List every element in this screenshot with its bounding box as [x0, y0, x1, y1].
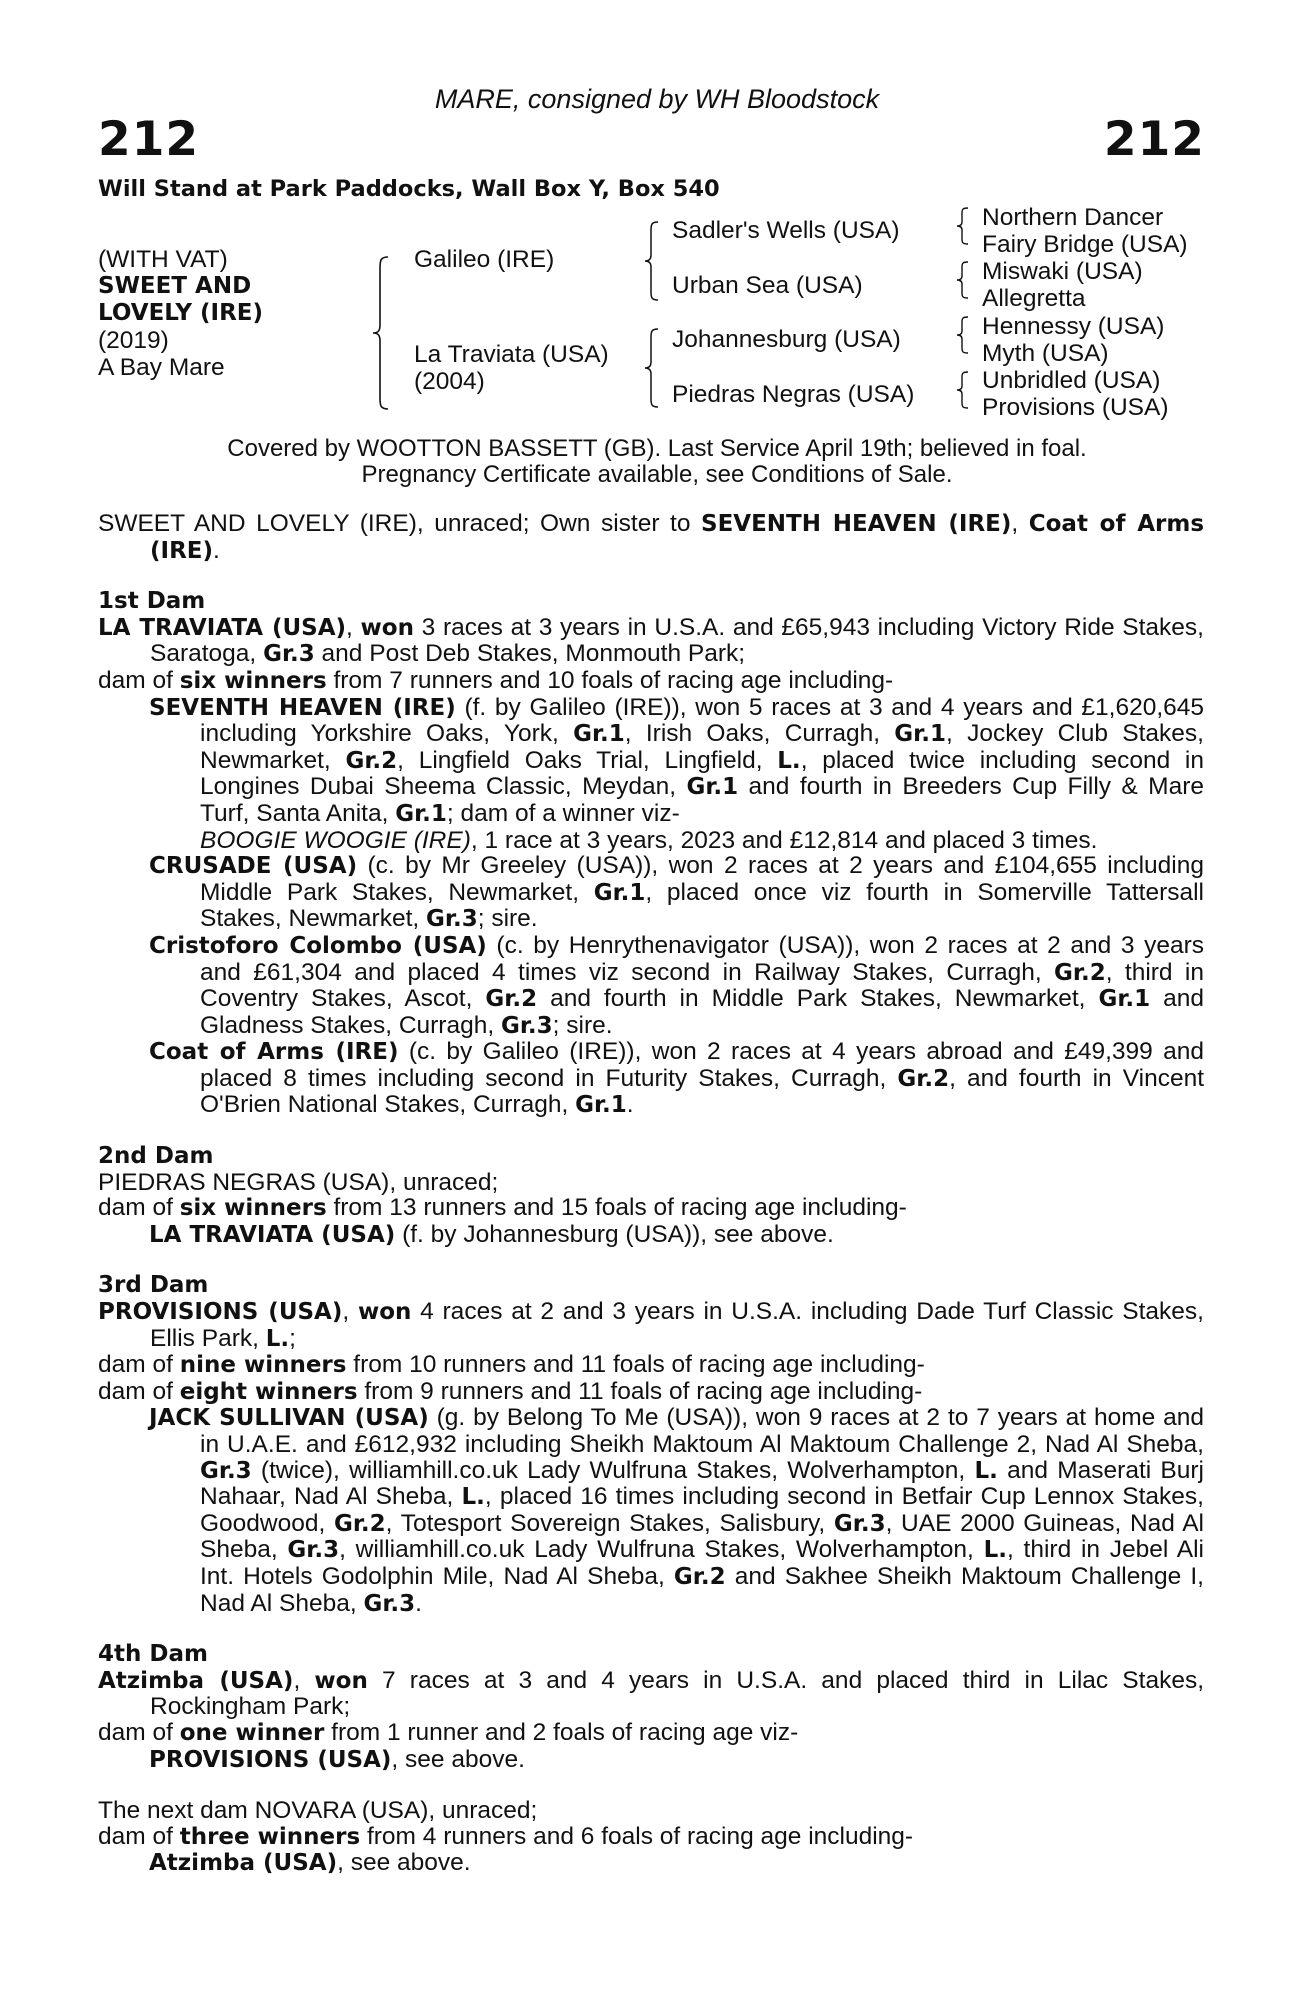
second-dam-heading: 2nd Dam	[98, 1143, 214, 1170]
horse-description: A Bay Mare	[98, 354, 225, 381]
third-dam-produce-2: dam of eight winners from 9 runners and 11 foals of racing age including-	[98, 1377, 923, 1405]
first-dam-heading: 1st Dam	[98, 588, 206, 615]
third-dam-record: PROVISIONS (USA), won 4 races at 2 and 3 years in U.S.A. including Dade Turf Classic Stakes, Ellis Park, L.;	[98, 1298, 1204, 1352]
pedigree-g7: Unbridled (USA)	[982, 367, 1161, 394]
progeny-jack-sullivan: JACK SULLIVAN (USA) (g. by Belong To Me (USA)), won 9 races at 2 to 7 years at home and in U.A.E. and £612,932 including Sheikh Maktoum Al Maktoum Challenge 2, Nad Al Sheba, Gr.3 (twice), williamhill.co.uk Lady Wulfruna Stakes, Wolverhampton, L. and Maserati Burj Nahaar, Nad Al Sheba, L., placed 16 times including second in Betfair Cup Lennox Stakes, Goodwood, Gr.2, Totesport Sovereign Stakes, Salisbury, Gr.3, UAE 2000 Guineas, Nad Al Sheba, Gr.3, williamhill.co.uk Lady Wulfruna Stakes, Wolverhampton, L., third in Jebel Ali Int. Hotels Godolphin Mile, Nad Al Sheba, Gr.2 and Sakhee Sheikh Maktoum Challenge I, Nad Al Sheba, Gr.3.	[149, 1404, 1205, 1617]
vat-note: (WITH VAT)	[98, 246, 228, 273]
progeny-provisions: PROVISIONS (USA), see above.	[149, 1745, 525, 1773]
pedigree-dam: La Traviata (USA)	[414, 341, 609, 368]
intro-paragraph: SWEET AND LOVELY (IRE), unraced; Own sister to SEVENTH HEAVEN (IRE), Coat of Arms (IRE).	[98, 510, 1205, 564]
second-dam-record: PIEDRAS NEGRAS (USA), unraced;	[98, 1168, 499, 1196]
covered-line2: Pregnancy Certificate available, see Conditions of Sale.	[361, 461, 953, 488]
pedigree-brace-g1	[956, 206, 970, 246]
lot-number-left: 212	[98, 112, 200, 167]
pedigree-brace-g2	[956, 260, 970, 300]
progeny-coat-of-arms: Coat of Arms (IRE) (c. by Galileo (IRE)), won 2 races at 4 years abroad and £49,399 and placed 8 times including second in Futurity Stakes, Curragh, Gr.2, and fourth in Vincent O'Brien National Stakes, Curragh, Gr.1.	[149, 1038, 1205, 1119]
horse-year: (2019)	[98, 327, 169, 354]
pedigree-dam-dam: Piedras Negras (USA)	[672, 381, 915, 408]
pedigree-g3: Miswaki (USA)	[982, 258, 1143, 285]
next-dam-produce: dam of three winners from 4 runners and 6 foals of racing age including-	[98, 1822, 914, 1850]
consignment-line: MARE, consigned by WH Bloodstock	[434, 84, 880, 114]
progeny-boogie-woogie: BOOGIE WOOGIE (IRE), 1 race at 3 years, 2023 and £12,814 and placed 3 times.	[200, 826, 1098, 854]
pedigree-brace-g4	[956, 370, 970, 410]
pedigree-g1: Northern Dancer	[982, 204, 1164, 231]
pedigree-dam-year: (2004)	[414, 368, 485, 395]
pedigree-sire-sire: Sadler's Wells (USA)	[672, 217, 900, 244]
pedigree-brace-sire	[644, 220, 660, 302]
fourth-dam-produce: dam of one winner from 1 runner and 2 foals of racing age viz-	[98, 1718, 799, 1746]
covered-line1: Covered by WOOTTON BASSETT (GB). Last Service April 19th; believed in foal.	[227, 435, 1087, 462]
second-dam-produce: dam of six winners from 13 runners and 15 foals of racing age including-	[98, 1194, 907, 1222]
pedigree-g6: Myth (USA)	[982, 340, 1109, 367]
progeny-seventh-heaven: SEVENTH HEAVEN (IRE) (f. by Galileo (IRE)), won 5 races at 3 and 4 years and £1,620,645 including Yorkshire Oaks, York, Gr.1, Irish Oaks, Curragh, Gr.1, Jockey Club Stakes, Newmarket, Gr.2, Lingfield Oaks Trial, Lingfield, L., placed twice including second in Longines Dubai Sheema Classic, Meydan, Gr.1 and fourth in Breeders Cup Filly & Mare Turf, Santa Anita, Gr.1; dam of a winner viz-	[149, 693, 1205, 827]
pedigree-g4: Allegretta	[982, 285, 1086, 312]
pedigree-notes	[98, 511, 1204, 1877]
progeny-atzimba: Atzimba (USA), see above.	[149, 1849, 471, 1877]
third-dam-heading: 3rd Dam	[98, 1272, 209, 1299]
pedigree-g8: Provisions (USA)	[982, 394, 1169, 421]
stand-location: Will Stand at Park Paddocks, Wall Box Y, Box 540	[98, 176, 720, 202]
pedigree-brace-g3	[956, 315, 970, 355]
pedigree-dam-sire: Johannesburg (USA)	[672, 326, 901, 353]
horse-name-line2: LOVELY (IRE)	[98, 300, 264, 326]
first-dam-record: LA TRAVIATA (USA), won 3 races at 3 years in U.S.A. and £65,943 including Victory Ride Stakes, Saratoga, Gr.3 and Post Deb Stakes, Monmouth Park;	[98, 613, 1204, 668]
fourth-dam-record: Atzimba (USA), won 7 races at 3 and 4 years in U.S.A. and placed third in Lilac Stakes, Rockingham Park;	[98, 1666, 1204, 1721]
next-dam-record: The next dam NOVARA (USA), unraced;	[98, 1797, 538, 1825]
horse-name-line1: SWEET AND	[98, 273, 252, 299]
progeny-crusade: CRUSADE (USA) (c. by Mr Greeley (USA)), won 2 races at 2 years and £104,655 including Middle Park Stakes, Newmarket, Gr.1, placed once viz fourth in Somerville Tattersall Stakes, Newmarket, Gr.3; sire.	[149, 852, 1204, 933]
fourth-dam-heading: 4th Dam	[98, 1641, 208, 1668]
third-dam-produce-1: dam of nine winners from 10 runners and 11 foals of racing age including-	[98, 1351, 925, 1379]
first-dam-produce: dam of six winners from 7 runners and 10 foals of racing age including-	[98, 666, 894, 694]
pedigree-sire-dam: Urban Sea (USA)	[672, 272, 863, 299]
pedigree-g5: Hennessy (USA)	[982, 313, 1165, 340]
progeny-la-traviata: LA TRAVIATA (USA) (f. by Johannesburg (USA)), see above.	[149, 1220, 834, 1248]
pedigree-sire: Galileo (IRE)	[414, 246, 555, 273]
progeny-cristoforo-colombo: Cristoforo Colombo (USA) (c. by Henrythenavigator (USA)), won 2 races at 2 and 3 years and £61,304 and placed 4 times viz second in Railway Stakes, Curragh, Gr.2, third in Coventry Stakes, Ascot, Gr.2 and fourth in Middle Park Stakes, Newmarket, Gr.1 and Gladness Stakes, Curragh, Gr.3; sire.	[149, 931, 1204, 1039]
pedigree-brace-main	[372, 255, 390, 411]
lot-number-right: 212	[1103, 112, 1205, 167]
pedigree-brace-dam	[644, 327, 660, 409]
pedigree-g2: Fairy Bridge (USA)	[982, 231, 1188, 258]
